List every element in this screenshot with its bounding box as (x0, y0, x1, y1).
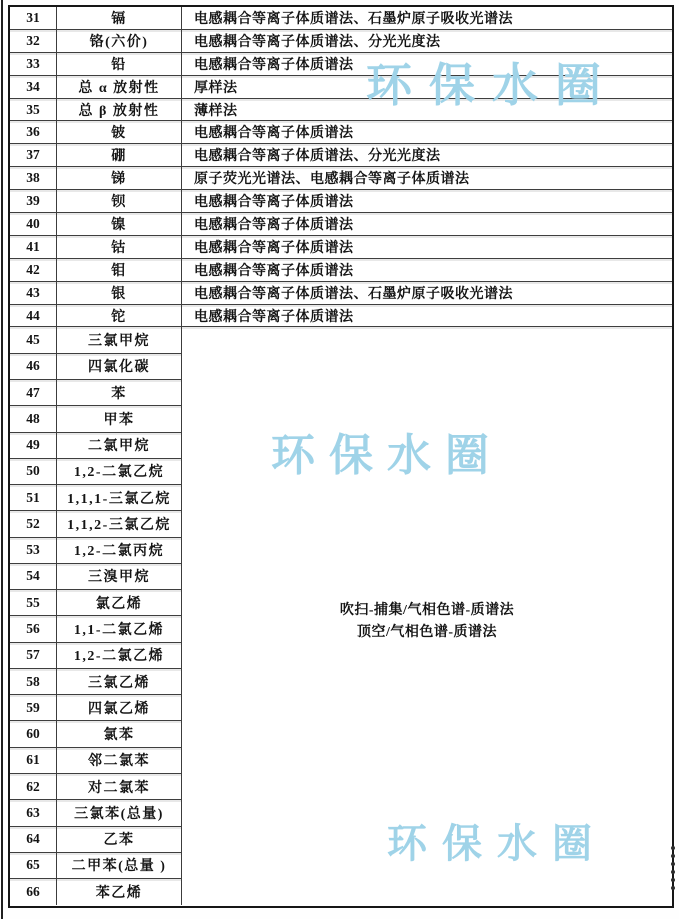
param-name-cell: 三氯乙烯 (57, 669, 182, 695)
merged-method-line1: 吹扫-捕集/气相色谱-质谱法 (339, 603, 515, 619)
row-number-cell: 50 (10, 459, 57, 485)
method-cell: 电感耦合等离子体质谱法、石墨炉原子吸收光谱法 (182, 7, 672, 30)
method-cell: 电感耦合等离子体质谱法、分光光度法 (182, 144, 672, 167)
param-name-cell: 镍 (57, 213, 182, 236)
method-cell: 电感耦合等离子体质谱法 (182, 53, 672, 76)
watermark: 环保水圈 (271, 430, 503, 481)
param-name-cell: 总 α 放射性 (57, 76, 182, 99)
row-number-cell: 37 (10, 144, 57, 167)
param-name-cell: 银 (57, 282, 182, 305)
row-number-cell: 59 (10, 695, 57, 721)
row-number-cell: 45 (10, 327, 57, 353)
param-name-cell: 1,2-二氯丙烷 (57, 538, 182, 564)
param-name-cell: 苯乙烯 (57, 879, 182, 905)
param-name-cell: 钴 (57, 236, 182, 259)
param-name-cell: 甲苯 (57, 406, 182, 432)
param-name-cell: 二氯甲烷 (57, 433, 182, 459)
row-number-cell: 44 (10, 305, 57, 328)
row-number-cell: 35 (10, 99, 57, 122)
methods-table (8, 5, 674, 908)
param-name-cell: 1,2-二氯乙烯 (57, 643, 182, 669)
param-name-cell: 二甲苯(总量 ) (57, 853, 182, 879)
param-name-cell: 硼 (57, 144, 182, 167)
row-number-cell: 51 (10, 485, 57, 511)
method-cell: 厚样法 (182, 76, 672, 99)
param-name-cell: 苯 (57, 380, 182, 406)
method-cell: 电感耦合等离子体质谱法、石墨炉原子吸收光谱法 (182, 282, 672, 305)
row-number-cell: 42 (10, 259, 57, 282)
param-name-cell: 铅 (57, 53, 182, 76)
method-cell: 电感耦合等离子体质谱法、分光光度法 (182, 30, 672, 53)
param-name-cell: 铍 (57, 121, 182, 144)
method-cell: 原子荧光光谱法、电感耦合等离子体质谱法 (182, 167, 672, 190)
watermark: 环保水圈 (387, 821, 607, 867)
param-name-cell: 铊 (57, 305, 182, 328)
param-name-cell: 1,1,2-三氯乙烷 (57, 511, 182, 537)
scan-edge-line (1, 0, 3, 919)
row-number-cell: 54 (10, 564, 57, 590)
row-number-cell: 53 (10, 538, 57, 564)
param-name-cell: 四氯化碳 (57, 354, 182, 380)
param-name-cell: 1,1,1-三氯乙烷 (57, 485, 182, 511)
merged-method-cell (182, 333, 672, 911)
method-cell: 电感耦合等离子体质谱法 (182, 121, 672, 144)
row-number-cell: 49 (10, 433, 57, 459)
param-name-cell: 对二氯苯 (57, 774, 182, 800)
param-name-cell: 氯乙烯 (57, 590, 182, 616)
row-number-cell: 52 (10, 511, 57, 537)
param-name-cell: 钡 (57, 190, 182, 213)
method-cell: 电感耦合等离子体质谱法 (182, 259, 672, 282)
row-number-cell: 46 (10, 354, 57, 380)
param-name-cell: 总 β 放射性 (57, 99, 182, 122)
param-name-cell: 四氯乙烯 (57, 695, 182, 721)
method-cell: 薄样法 (182, 99, 672, 122)
param-name-cell: 氯苯 (57, 721, 182, 747)
row-number-cell: 43 (10, 282, 57, 305)
row-number-cell: 64 (10, 827, 57, 853)
param-name-cell: 三氯苯(总量) (57, 800, 182, 826)
param-name-cell: 镉 (57, 7, 182, 30)
scan-dotted-artifact (671, 846, 675, 890)
row-number-cell: 58 (10, 669, 57, 695)
param-name-cell: 钼 (57, 259, 182, 282)
row-number-cell: 36 (10, 121, 57, 144)
row-number-cell: 55 (10, 590, 57, 616)
param-name-cell: 1,2-二氯乙烷 (57, 459, 182, 485)
watermark: 环保水圈 (366, 58, 618, 112)
row-number-cell: 61 (10, 748, 57, 774)
param-name-cell: 三氯甲烷 (57, 327, 182, 353)
row-number-cell: 33 (10, 53, 57, 76)
method-cell: 电感耦合等离子体质谱法 (182, 236, 672, 259)
row-number-cell: 48 (10, 406, 57, 432)
row-number-cell: 31 (10, 7, 57, 30)
param-name-cell: 铬(六价) (57, 30, 182, 53)
row-number-cell: 47 (10, 380, 57, 406)
row-number-cell: 65 (10, 853, 57, 879)
method-cell: 电感耦合等离子体质谱法 (182, 190, 672, 213)
param-name-cell: 乙苯 (57, 827, 182, 853)
param-name-cell: 1,1-二氯乙烯 (57, 616, 182, 642)
row-number-cell: 57 (10, 643, 57, 669)
row-number-cell: 40 (10, 213, 57, 236)
row-number-cell: 41 (10, 236, 57, 259)
method-cell: 电感耦合等离子体质谱法 (182, 305, 672, 328)
param-name-cell: 三溴甲烷 (57, 564, 182, 590)
row-number-cell: 39 (10, 190, 57, 213)
row-number-cell: 62 (10, 774, 57, 800)
param-name-cell: 锑 (57, 167, 182, 190)
row-number-cell: 34 (10, 76, 57, 99)
row-number-cell: 66 (10, 879, 57, 905)
row-number-cell: 32 (10, 30, 57, 53)
row-number-cell: 38 (10, 167, 57, 190)
method-cell: 电感耦合等离子体质谱法 (182, 213, 672, 236)
merged-method-line2: 顶空/气相色谱-质谱法 (356, 625, 498, 641)
row-number-cell: 63 (10, 800, 57, 826)
row-number-cell: 56 (10, 616, 57, 642)
row-number-cell: 60 (10, 721, 57, 747)
param-name-cell: 邻二氯苯 (57, 748, 182, 774)
